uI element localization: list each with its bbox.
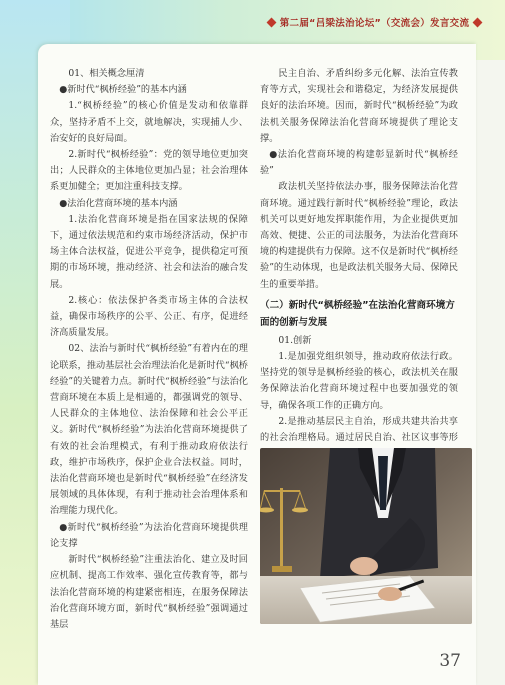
running-header	[262, 14, 487, 30]
paragraph: 1.“枫桥经验”的核心价值是发动和依靠群众，坚持矛盾不上交，就地解决，实现捕人少、治安好的良好局面。	[50, 100, 248, 144]
bullet-heading: ●新时代“枫桥经验”为法治化营商环境提供理论支撑	[50, 521, 248, 549]
paragraph: 2.是推动基层民主自治，形成共建共治共享的社会治理格局。通过居民自治、社区议事等形	[260, 415, 458, 444]
header-title: 第二届“吕梁法治论坛”（交流会）发言交流	[279, 18, 470, 29]
bullet-heading: ●新时代“枫桥经验”的基本内涵	[59, 84, 187, 96]
paragraph: 02、法治与新时代“枫桥经验”有着内在的理论联系，推动基层社会治理法治化是新时代“枫桥经验”的关键着力点。新时代“枫桥经验”与法治化营商环境在本质上是相通的，都强调党的领导、人民群众的主体地位、法治保障和社会公平正义。新时代“枫桥经验”为法治化营商环境提供了有效的社会治理模式，有利于推动政府依法行政，维护市场秩序，保护企业合法权益。同时，法治化营商环境也是新时代“枫桥经验”在经济发展领域的具体体现，有利于推动社会治理体系和治理能力现代化。	[50, 343, 248, 517]
photo-illustration	[260, 448, 472, 624]
paragraph: 1.是加强党组织领导，推动政府依法行政。坚持党的领导是枫桥经验的核心，政法机关在服务保障法治化营商环境过程中也要加强党的领导，确保各项工作的正确方向。	[260, 351, 458, 411]
diamond-icon	[473, 17, 483, 27]
bullet-heading: ●法治化营商环境的构建彰显新时代“枫桥经验”	[260, 149, 458, 177]
paragraph: 01、相关概念厘清	[68, 68, 145, 79]
paragraph: 政法机关坚持依法办事，服务保障法治化营商环境。通过践行新时代“枫桥经验”理论，政法机关可以更好地发挥职能作用，为企业提供更加高效、便捷、公正的司法服务，为法治化营商环境的构建提供有力保障。这不仅是新时代“枫桥经验”的生动体现，也是政法机关服务大局、保障民生的重要举措。	[260, 181, 458, 290]
paragraph: 新时代“枫桥经验”注重法治化、建立及时回应机制、提高工作效率、强化宣传教育等，都与法治化营商环境的构建紧密相连，在服务保障法治化营商环境方面，新时代“枫桥经验”强调通过基层	[50, 554, 248, 630]
section-heading: （二）新时代“枫桥经验”在法治化营商环境方面的创新与发展	[260, 299, 455, 328]
paragraph: 民主自治、矛盾纠纷多元化解、法治宣传教育等方式，实现社会和谐稳定，为经济发展提供良好的法治环境。因而，新时代“枫桥经验”为政法机关服务保障法治化营商环境提供了理论支撑。	[260, 68, 458, 144]
left-column	[50, 66, 248, 633]
paragraph: 1.法治化营商环境是指在国家法规的保障下，通过依法规范和约束市场经济活动，保护市场主体合法权益，促进公平竞争，提供稳定可预期的市场环境，推动经济、社会和法治的融合发展。	[50, 213, 248, 290]
right-column	[260, 66, 458, 479]
paragraph: 01.创新	[278, 334, 312, 346]
paragraph: 2.核心：依法保护各类市场主体的合法权益，确保市场秩序的公平、公正、有序，促进经济高质量发展。	[50, 294, 248, 339]
paragraph: 2.新时代“枫桥经验”：党的领导地位更加突出；人民群众的主体地位更加凸显；社会治理体系更加健全；更加注重科技支撑。	[50, 149, 248, 193]
bullet-heading: ●法治化营商环境的基本内涵	[59, 197, 178, 209]
handshake-contract-photo	[260, 448, 472, 624]
page-number: 37	[439, 651, 461, 671]
diamond-icon	[266, 17, 276, 27]
